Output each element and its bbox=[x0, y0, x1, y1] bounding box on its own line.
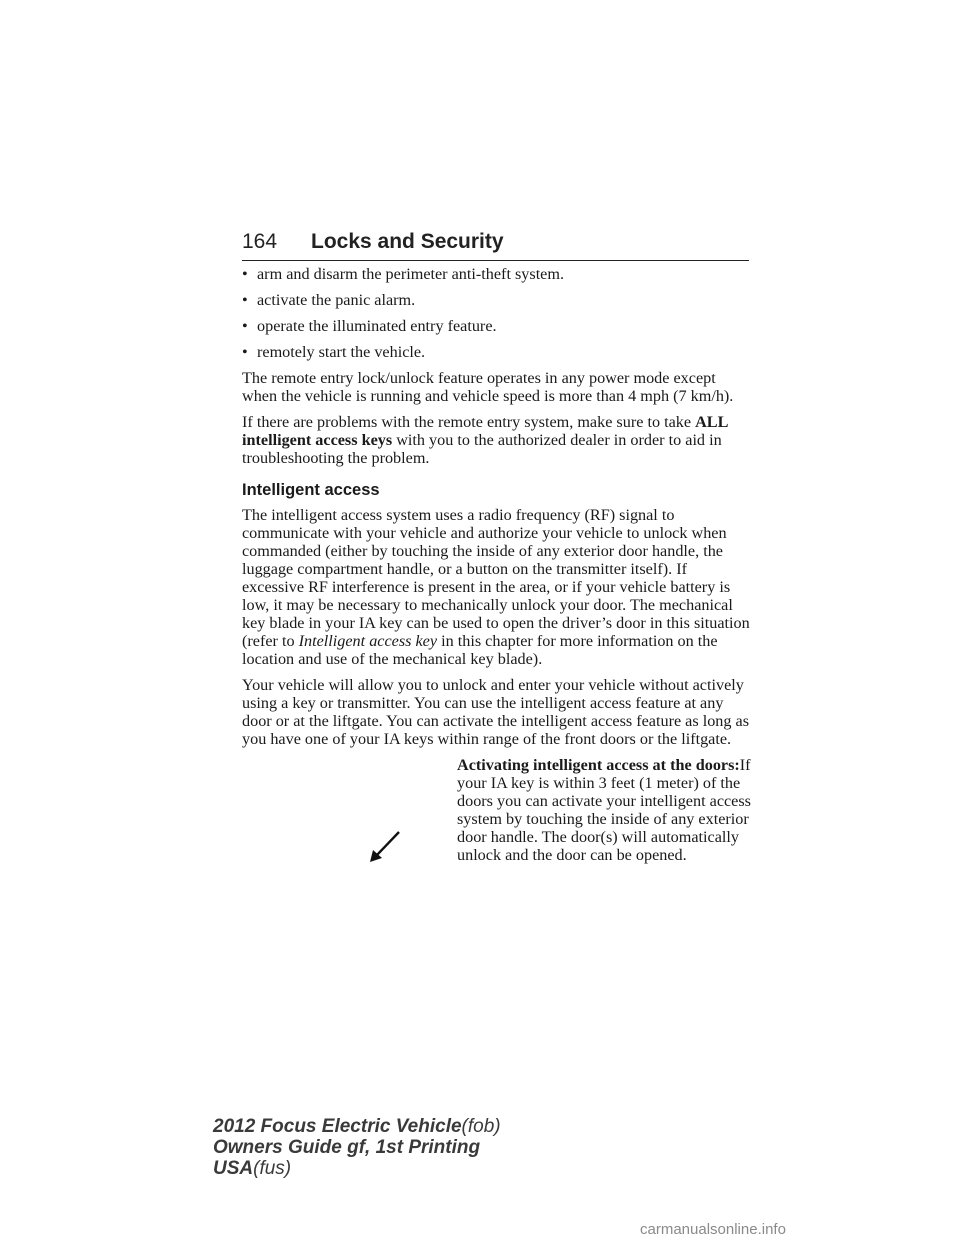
footer-line-3 bbox=[213, 1158, 501, 1179]
problems-tail: with you to the authorized dealer in order to aid in troubleshooting the problem. bbox=[242, 431, 722, 467]
bullet-item bbox=[242, 317, 752, 335]
ia-para1-lead: The intelligent access system uses a radio frequency (RF) signal to communicate with your vehicle and authorize your vehicle to unlock when commanded (either by touching the inside of any exterior door handle, the luggage compartment handle, or a button on the transmitter itself). If excessive RF interference is present in the area, or if your vehicle battery is low, it may be necessary to mechanically unlock your door. The mechanical key blade in your IA key can be used to open the driver’s door in this situation (refer to bbox=[242, 506, 750, 650]
ia-key-reference: Intelligent access key bbox=[298, 632, 438, 650]
bullet-text: activate the panic alarm. bbox=[257, 291, 416, 309]
section-title: Locks and Security bbox=[311, 230, 504, 253]
bullet-item bbox=[242, 265, 752, 283]
bullet-marker: • bbox=[242, 291, 248, 309]
problems-bold: ALL intelligent access keys bbox=[242, 413, 728, 449]
doors-paragraph bbox=[457, 756, 757, 864]
intelligent-access-paragraph bbox=[242, 506, 752, 668]
bullet-text: arm and disarm the perimeter anti-theft system. bbox=[257, 265, 565, 283]
unlock-without-key-paragraph: Your vehicle will allow you to unlock and enter your vehicle without actively using a key or transmitter. You can use the intelligent access feature at any door or at the liftgate. You can activate the intelligent access feature as long as you have one of your IA keys within range of the front doors or the liftgate. bbox=[242, 676, 750, 748]
doors-section bbox=[242, 756, 752, 906]
footer-market: USA bbox=[213, 1158, 254, 1179]
bullet-item bbox=[242, 291, 752, 309]
problems-paragraph bbox=[242, 413, 752, 467]
page-content bbox=[242, 265, 752, 906]
bullet-text: operate the illuminated entry feature. bbox=[257, 317, 497, 335]
remote-entry-paragraph: The remote entry lock/unlock feature operates in any power mode except when the vehicle is running and vehicle speed is more than 4 mph (7 km/h). bbox=[242, 369, 734, 405]
footer-vehicle: 2012 Focus Electric Vehicle bbox=[213, 1116, 462, 1137]
footer-vehicle-code: (fob) bbox=[461, 1116, 501, 1137]
problems-lead: If there are problems with the remote entry system, make sure to take bbox=[242, 413, 692, 431]
bullet-marker: • bbox=[242, 317, 248, 335]
footer-market-code: (fus) bbox=[253, 1158, 292, 1179]
arrow-icon bbox=[368, 828, 404, 864]
intelligent-access-heading: Intelligent access bbox=[242, 481, 380, 499]
watermark: carmanualsonline.info bbox=[640, 1221, 786, 1238]
footer-line-2 bbox=[213, 1137, 501, 1158]
footer-guide: Owners Guide gf, 1st Printing bbox=[213, 1137, 481, 1158]
page-footer bbox=[213, 1116, 501, 1179]
bullet-text: remotely start the vehicle. bbox=[257, 343, 426, 361]
page-number: 164 bbox=[242, 230, 278, 253]
bullet-marker: • bbox=[242, 343, 248, 361]
bullet-item bbox=[242, 343, 752, 361]
page-header bbox=[242, 228, 749, 261]
doors-text: If your IA key is within 3 feet (1 meter) of the doors you can activate your intelligent access system by touching the inside of any exterior door handle. The door(s) will automatically unlock and the door can be opened. bbox=[457, 756, 751, 864]
footer-line-1 bbox=[213, 1116, 501, 1137]
bullet-marker: • bbox=[242, 265, 248, 283]
doors-heading: Activating intelligent access at the doors: bbox=[457, 756, 740, 774]
ia-para1-tail: in this chapter for more information on the location and use of the mechanical key blade). bbox=[242, 632, 718, 668]
